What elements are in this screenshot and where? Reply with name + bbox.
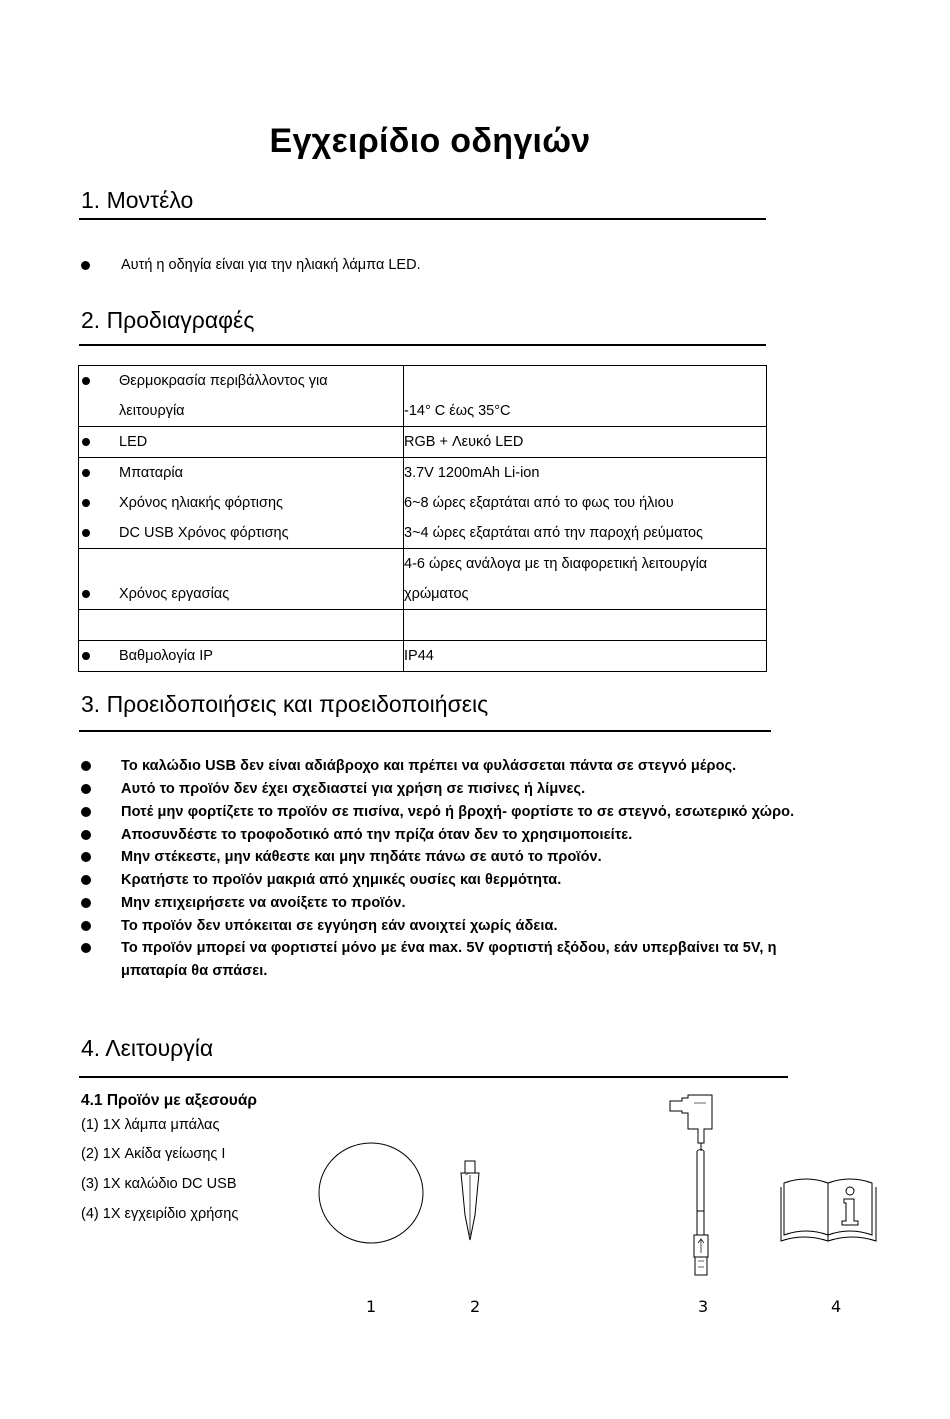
spec-value: -14° C έως 35°C xyxy=(404,403,511,419)
spec-value: IP44 xyxy=(404,648,434,664)
figure-label: 2 xyxy=(470,1297,481,1316)
section-1-heading: 1. Μοντέλο xyxy=(81,187,194,213)
section-3-heading: 3. Προειδοποιήσεις και προειδοποιήσεις xyxy=(81,691,489,717)
bullet-icon xyxy=(82,469,90,477)
spec-row-empty xyxy=(79,610,767,641)
accessory-item: (1) 1X λάμπα μπάλας xyxy=(81,1117,220,1133)
bullet-icon xyxy=(82,652,90,660)
section-2-heading: 2. Προδιαγραφές xyxy=(81,307,255,333)
warning-item: Αποσυνδέστε το τροφοδοτικό από την πρίζα όταν δεν το χρησιμοποιείτε. xyxy=(121,827,633,843)
manual-book-icon xyxy=(780,1173,878,1245)
warning-item: Ποτέ μην φορτίζετε το προϊόν σε πισίνα, νερό ή βροχή- φορτίστε το σε στεγνό, εσωτερικό χώρο. xyxy=(121,804,795,820)
spec-row xyxy=(79,488,767,518)
bullet-icon xyxy=(81,875,91,885)
spec-label: λειτουργία xyxy=(119,403,185,419)
warning-item: Μην στέκεστε, μην κάθεστε και μην πηδάτε πάνω σε αυτό το προϊόν. xyxy=(121,849,602,865)
spec-label: Βαθμολογία IP xyxy=(119,648,213,664)
spec-table xyxy=(78,365,767,672)
bullet-icon xyxy=(81,943,91,953)
figure-label: 1 xyxy=(366,1297,377,1316)
bullet-icon xyxy=(81,921,91,931)
spec-value: RGB + Λευκό LED xyxy=(404,434,524,450)
spec-label: Χρόνος εργασίας xyxy=(119,586,230,602)
figure-label: 3 xyxy=(698,1297,709,1316)
bullet-icon xyxy=(82,590,90,598)
warning-item-continued: μπαταρία θα σπάσει. xyxy=(121,963,268,979)
warning-item: Αυτό το προϊόν δεν έχει σχεδιαστεί για χρήση σε πισίνες ή λίμνες. xyxy=(121,781,586,797)
model-text: Αυτή η οδηγία είναι για την ηλιακή λάμπα LED. xyxy=(121,257,421,273)
bullet-icon xyxy=(82,438,90,446)
divider xyxy=(79,344,766,346)
bullet-icon xyxy=(82,529,90,537)
bullet-icon xyxy=(82,377,90,385)
spec-row xyxy=(79,458,767,489)
bullet-icon xyxy=(81,898,91,908)
accessory-item: (4) 1X εγχειρίδιο χρήσης xyxy=(81,1206,239,1222)
subsection-heading: 4.1 Προϊόν με αξεσουάρ xyxy=(81,1092,257,1109)
spec-label: Χρόνος ηλιακής φόρτισης xyxy=(119,495,284,511)
dc-usb-cable-icon xyxy=(664,1093,724,1279)
spec-row xyxy=(79,427,767,458)
divider xyxy=(79,1076,788,1078)
bullet-icon xyxy=(81,807,91,817)
bullet-icon xyxy=(82,499,90,507)
figure-label: 4 xyxy=(831,1297,842,1316)
accessory-item: (3) 1X καλώδιο DC USB xyxy=(81,1176,237,1192)
bullet-icon xyxy=(81,830,91,840)
bullet-icon xyxy=(81,761,91,771)
spec-row xyxy=(79,641,767,672)
spec-value: 3~4 ώρες εξαρτάται από την παροχή ρεύματος xyxy=(404,525,704,541)
page-title: Εγχειρίδιο οδηγιών xyxy=(269,122,591,160)
spec-value: 4-6 ώρες ανάλογα με τη διαφορετική λειτουργία xyxy=(404,556,708,572)
spec-label: Μπαταρία xyxy=(119,465,184,481)
section-4-heading: 4. Λειτουργία xyxy=(81,1035,214,1061)
spec-row xyxy=(79,518,767,549)
bullet-icon xyxy=(81,261,90,270)
spec-label: DC USB Χρόνος φόρτισης xyxy=(119,525,289,541)
warning-item: Το προϊόν μπορεί να φορτιστεί μόνο με ένα max. 5V φορτιστή εξόδου, εάν υπερβαίνει τα 5V, η xyxy=(121,940,777,956)
warning-item: Το προϊόν δεν υπόκειται σε εγγύηση εάν ανοιχτεί χωρίς άδεια. xyxy=(121,918,558,934)
divider xyxy=(79,730,771,732)
spec-value: 3.7V 1200mAh Li-ion xyxy=(404,465,540,481)
warning-item: Μην επιχειρήσετε να ανοίξετε το προϊόν. xyxy=(121,895,406,911)
spec-row xyxy=(79,366,767,427)
bullet-icon xyxy=(81,784,91,794)
spec-row xyxy=(79,549,767,610)
ground-spike-icon xyxy=(455,1160,485,1242)
spec-value: 6~8 ώρες εξαρτάται από το φως του ήλιου xyxy=(404,495,674,511)
divider xyxy=(79,218,766,220)
spec-label: LED xyxy=(119,434,148,450)
spec-value: χρώματος xyxy=(404,586,469,602)
spec-label: Θερμοκρασία περιβάλλοντος για xyxy=(119,373,328,389)
accessory-item: (2) 1X Ακίδα γείωσης I xyxy=(81,1146,226,1162)
bullet-icon xyxy=(81,852,91,862)
warning-item: Κρατήστε το προϊόν μακριά από χημικές ουσίες και θερμότητα. xyxy=(121,872,562,888)
warning-item: Το καλώδιο USB δεν είναι αδιάβροχο και πρέπει να φυλάσσεται πάντα σε στεγνό μέρος. xyxy=(121,758,737,774)
ball-lamp-icon xyxy=(316,1140,426,1246)
